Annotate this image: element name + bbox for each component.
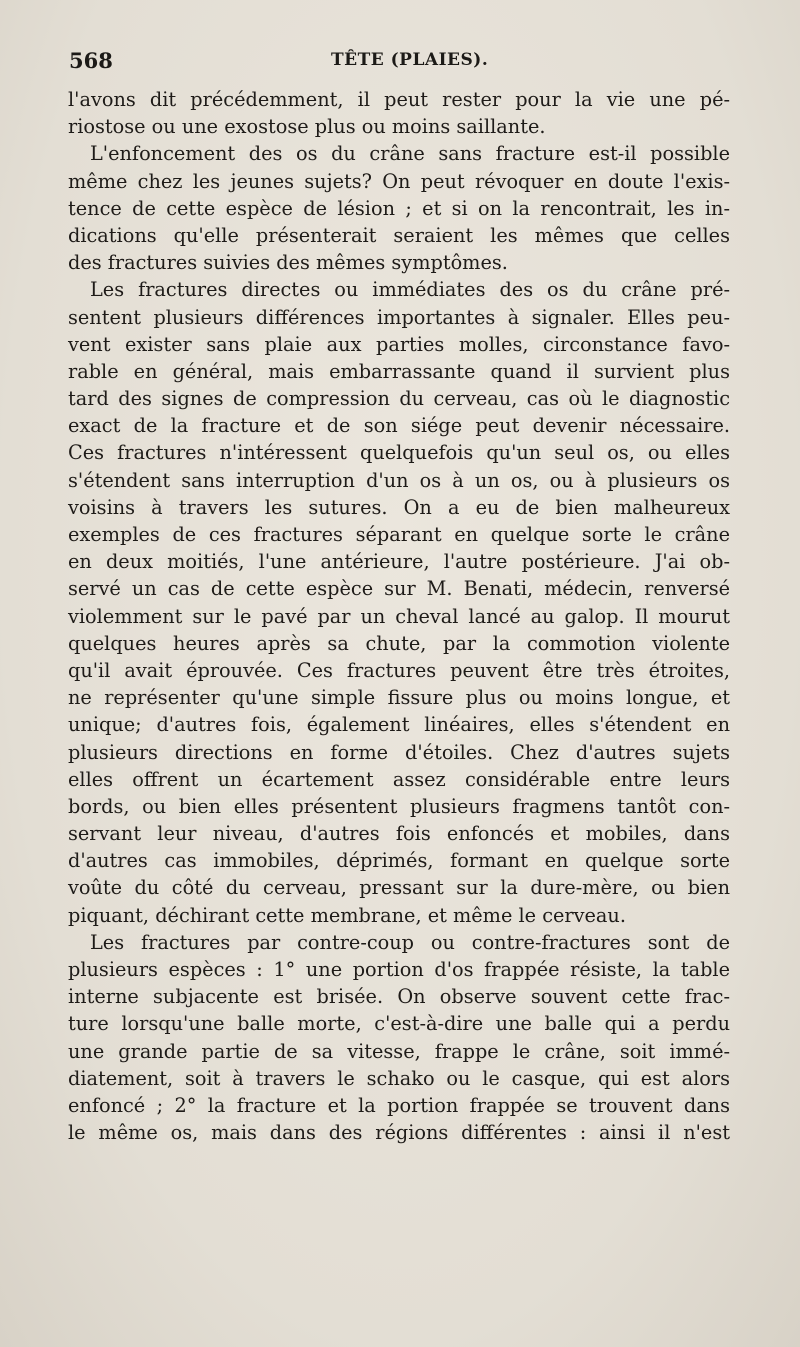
text-line: vent exister sans plaie aux parties molles, circonstance favo-: [68, 332, 730, 356]
text-line: voisins à travers les sutures. On a eu de bien malheureux: [68, 495, 730, 519]
text-line: Les fractures directes ou immédiates des os du crâne pré-: [90, 278, 730, 302]
text-line: tard des signes de compression du cerveau, cas où le diagnostic: [68, 387, 730, 411]
text-line: exact de la fracture et de son siége peut devenir nécessaire.: [68, 414, 730, 438]
text-line: le même os, mais dans des régions différentes : ainsi il n'est: [68, 1121, 730, 1145]
text-line: diatement, soit à travers le schako ou le casque, qui est alors: [68, 1066, 730, 1090]
text-line: qu'il avait éprouvée. Ces fractures peuvent être très étroites,: [68, 658, 730, 682]
text-line: Ces fractures n'intéressent quelquefois qu'un seul os, ou elles: [68, 441, 730, 465]
text-line: ne représenter qu'une simple fissure plus ou moins longue, et: [68, 686, 730, 710]
text-line: même chez les jeunes sujets? On peut révoquer en doute l'exis-: [68, 169, 730, 193]
text-line: ture lorsqu'une balle morte, c'est-à-dire une balle qui a perdu: [68, 1012, 730, 1036]
text-line: d'autres cas immobiles, déprimés, formant en quelque sorte: [68, 849, 730, 873]
text-line: riostose ou une exostose plus ou moins saillante.: [68, 115, 546, 139]
text-line: servé un cas de cette espèce sur M. Benati, médecin, renversé: [68, 577, 730, 601]
text-line: sentent plusieurs différences importantes à signaler. Elles peu-: [68, 305, 730, 329]
text-line: voûte du côté du cerveau, pressant sur la dure-mère, ou bien: [68, 876, 730, 900]
text-line: plusieurs espèces : 1° une portion d'os frappée résiste, la table: [68, 958, 730, 981]
text-line: rable en général, mais embarrassante quand il survient plus: [68, 359, 730, 383]
text-line: bords, ou bien elles présentent plusieurs fragmens tantôt con-: [68, 794, 730, 818]
text-line: tence de cette espèce de lésion ; et si on la rencontrait, les in-: [68, 196, 730, 220]
text-line: l'avons dit précédemment, il peut rester pour la vie une pé-: [68, 88, 730, 111]
body-text: [68, 86, 730, 1146]
text-line: dications qu'elle présenterait seraient les mêmes que celles: [68, 223, 730, 247]
text-line: des fractures suivies des mêmes symptômes.: [68, 251, 508, 275]
text-line: enfoncé ; 2° la fracture et la portion frappée se trouvent dans: [68, 1093, 730, 1117]
running-title: TÊTE (PLAIES).: [331, 50, 489, 70]
text-line: violemment sur le pavé par un cheval lancé au galop. Il mourut: [68, 604, 730, 628]
text-line: interne subjacente est brisée. On observe souvent cette frac-: [68, 985, 730, 1009]
text-line: unique; d'autres fois, également linéaires, elles s'étendent en: [68, 713, 730, 737]
page-number: 568: [69, 48, 113, 73]
text-line: s'étendent sans interruption d'un os à un os, ou à plusieurs os: [68, 468, 730, 492]
text-line: quelques heures après sa chute, par la commotion violente: [68, 631, 730, 655]
text-line: piquant, déchirant cette membrane, et même le cerveau.: [68, 903, 626, 927]
text-line: elles offrent un écartement assez considérable entre leurs: [68, 767, 730, 791]
text-line: L'enfoncement des os du crâne sans fracture est-il possible: [90, 142, 730, 166]
text-line: une grande partie de sa vitesse, frappe le crâne, soit immé-: [68, 1039, 730, 1063]
text-line: servant leur niveau, d'autres fois enfoncés et mobiles, dans: [68, 822, 730, 846]
text-line: Les fractures par contre-coup ou contre-fractures sont de: [90, 930, 730, 954]
running-head: [69, 48, 731, 80]
text-line: en deux moitiés, l'une antérieure, l'autre postérieure. J'ai ob-: [68, 550, 730, 574]
text-line: exemples de ces fractures séparant en quelque sorte le crâne: [68, 523, 730, 546]
text-line: plusieurs directions en forme d'étoiles. Chez d'autres sujets: [68, 740, 730, 764]
